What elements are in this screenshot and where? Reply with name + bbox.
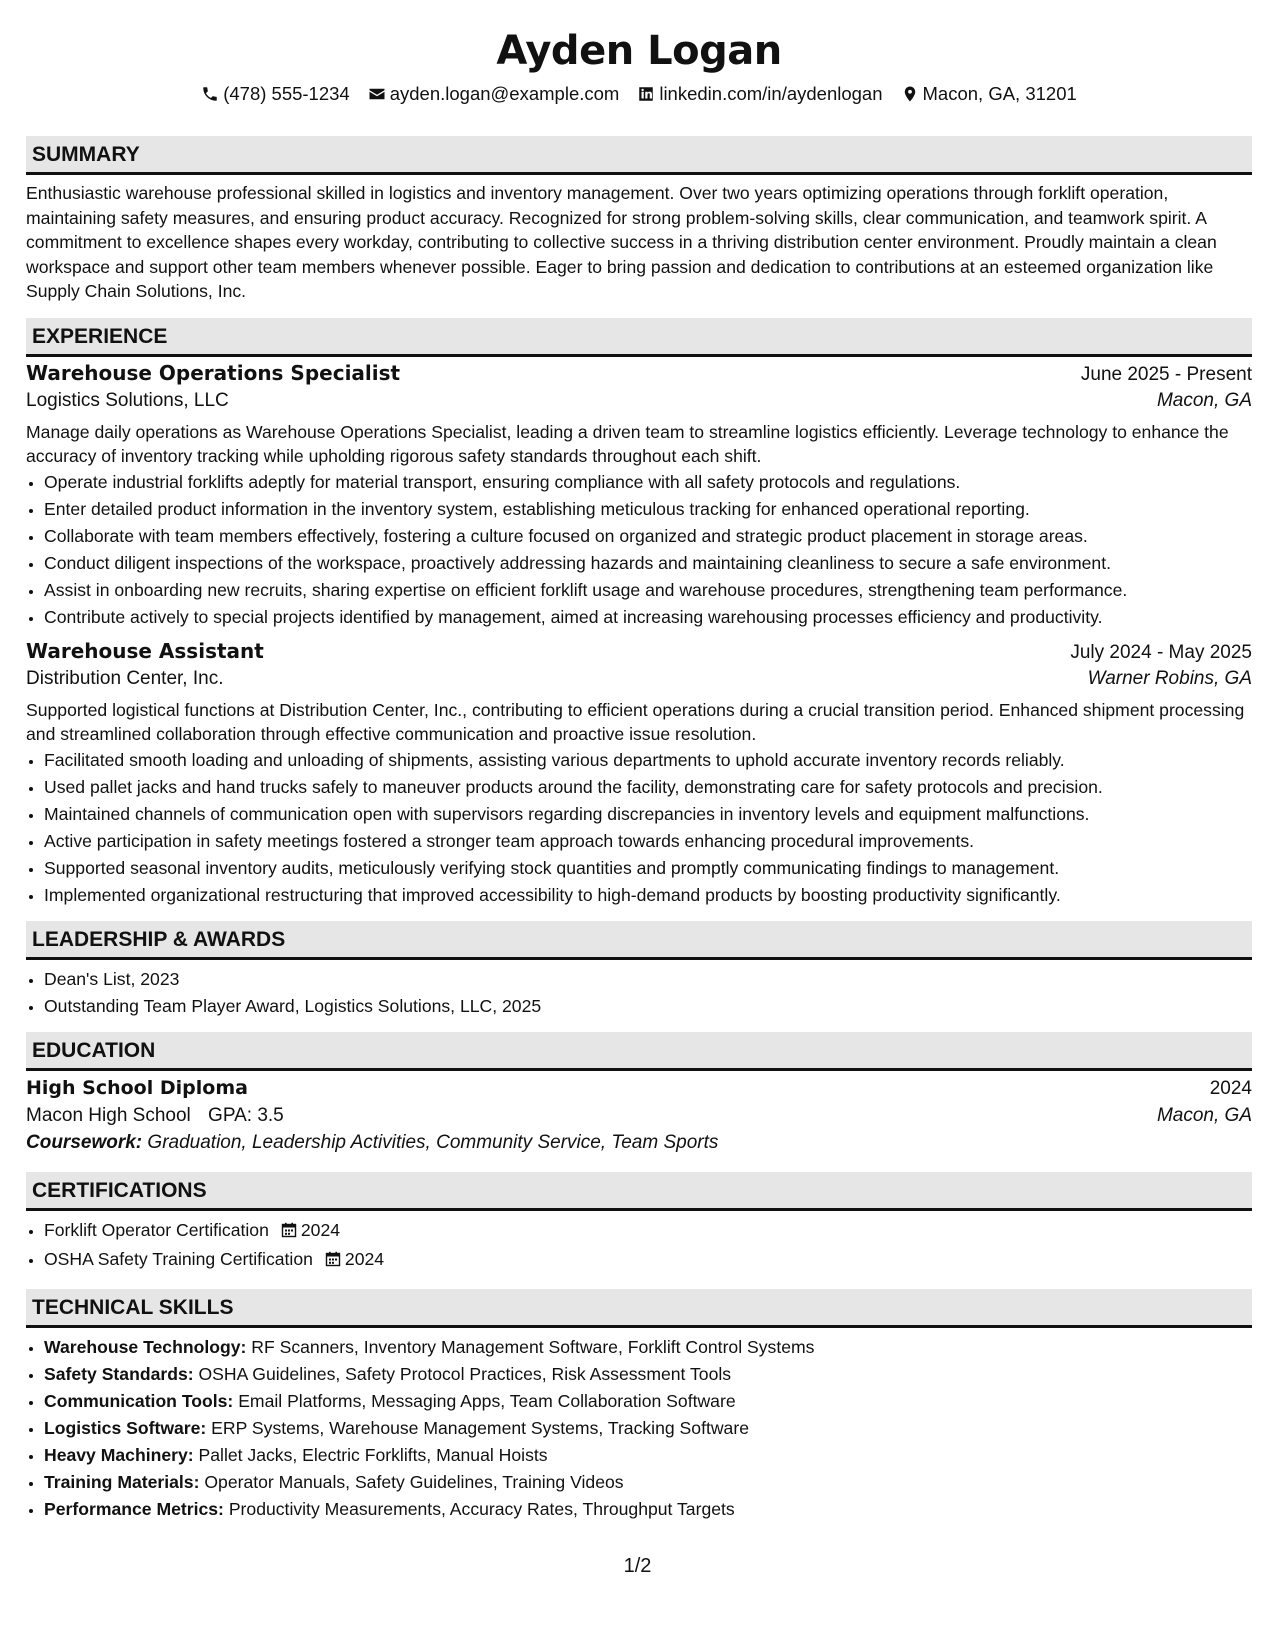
coursework: Graduation, Leadership Activities, Community Service, Team Sports xyxy=(147,1131,719,1153)
calendar-icon xyxy=(281,1222,297,1238)
contact-phone[interactable] xyxy=(201,82,350,106)
list-item: • Enter detailed product information in the inventory system, establishing meticulous tracking for enhanced operational reporting. xyxy=(44,496,1252,523)
list-item xyxy=(44,1361,1252,1388)
certification-name: OSHA Safety Training Certification xyxy=(44,1248,313,1269)
degree: High School Diploma xyxy=(26,1076,248,1099)
job-description: Manage daily operations as Warehouse Operations Specialist, leading a driven team to streamline logistics efficiently. Leverage technology to enhance the accuracy of inventory tracking while upholding rigorous safety standards throughout each shift. xyxy=(26,421,1229,466)
job-bullets xyxy=(26,747,1252,909)
location-pin-icon xyxy=(901,85,919,103)
skills-heading: TECHNICAL SKILLS xyxy=(26,1289,1252,1328)
list-item: • Maintained channels of communication open with supervisors regarding discrepancies in inventory levels and equipment malfunctions. xyxy=(44,801,1252,828)
skill-value: Pallet Jacks, Electric Forklifts, Manual Hoists xyxy=(198,1444,548,1465)
contact-line xyxy=(26,82,1252,106)
linkedin-text: linkedin.com/in/aydenlogan xyxy=(659,83,883,104)
company-name: Logistics Solutions, LLC xyxy=(26,389,229,411)
skill-label: Heavy Machinery: xyxy=(44,1444,194,1465)
contact-location xyxy=(901,82,1077,106)
job-bullets xyxy=(26,469,1252,631)
company-name: Distribution Center, Inc. xyxy=(26,667,224,689)
resume-page xyxy=(26,0,1252,1523)
education-location: Macon, GA xyxy=(1156,1104,1252,1126)
envelope-icon xyxy=(368,85,386,103)
skill-value: Operator Manuals, Safety Guidelines, Training Videos xyxy=(204,1471,624,1492)
list-item: • Outstanding Team Player Award, Logistics Solutions, LLC, 2025 xyxy=(44,993,1252,1020)
linkedin-icon xyxy=(637,85,655,103)
job-entry xyxy=(26,361,1252,631)
skill-value: OSHA Guidelines, Safety Protocol Practices, Risk Assessment Tools xyxy=(198,1363,732,1384)
education-entry xyxy=(26,1077,1252,1154)
phone-icon xyxy=(201,85,219,103)
list-item: • Implemented organizational restructuring that improved accessibility to high-demand products by boosting productivity significantly. xyxy=(44,882,1252,909)
summary-heading: SUMMARY xyxy=(26,136,1252,175)
education-year: 2024 xyxy=(1209,1077,1252,1099)
list-item xyxy=(44,1442,1252,1469)
skill-value: ERP Systems, Warehouse Management Systems, Tracking Software xyxy=(211,1417,749,1438)
calendar-icon xyxy=(325,1251,341,1267)
experience-heading: EXPERIENCE xyxy=(26,318,1252,357)
certifications-list xyxy=(26,1217,1252,1275)
candidate-name: Ayden Logan xyxy=(496,28,782,74)
list-item: • Collaborate with team members effectively, fostering a culture focused on organized and strategic product placement in storage areas. xyxy=(44,523,1252,550)
list-item xyxy=(44,1217,1252,1246)
job-dates: June 2025 - Present xyxy=(1080,363,1252,385)
list-item xyxy=(44,1388,1252,1415)
list-item xyxy=(44,1334,1252,1361)
list-item: • Used pallet jacks and hand trucks safely to maneuver products around the facility, demonstrating care for safety protocols and precision. xyxy=(44,774,1252,801)
phone-text: (478) 555-1234 xyxy=(223,83,350,104)
list-item: • Assist in onboarding new recruits, sharing expertise on efficient forklift usage and warehouse procedures, strengthening team performance. xyxy=(44,577,1252,604)
skill-label: Communication Tools: xyxy=(44,1390,234,1411)
education-heading: EDUCATION xyxy=(26,1032,1252,1071)
awards-list xyxy=(26,966,1252,1020)
school-name: Macon High School xyxy=(26,1104,191,1126)
list-item: • Contribute actively to special projects identified by management, aimed at increasing warehousing processes efficiency and productivity. xyxy=(44,604,1252,631)
contact-email[interactable] xyxy=(368,82,620,106)
skill-label: Logistics Software: xyxy=(44,1417,207,1438)
job-location: Warner Robins, GA xyxy=(1087,667,1252,689)
coursework-label: Coursework: xyxy=(26,1131,143,1153)
skill-value: RF Scanners, Inventory Management Software, Forklift Control Systems xyxy=(251,1336,815,1357)
email-text: ayden.logan@example.com xyxy=(389,83,620,104)
list-item: • Dean's List, 2023 xyxy=(44,966,1252,993)
job-title: Warehouse Operations Specialist xyxy=(26,360,401,385)
job-entry xyxy=(26,639,1252,909)
skill-label: Safety Standards: xyxy=(44,1363,194,1384)
summary-text: Enthusiastic warehouse professional skilled in logistics and inventory management. Over two years optimizing operations through forklift operation, maintaining safety measures, and ensuring product accuracy. Recognized for strong problem-solving skills, clear communication, and teamwork spirit. A commitment to excellence shapes every workday, contributing to collective success in a thriving distribution center environment. Proudly maintain a clean workspace and support other team members whenever possible. Eager to bring passion and dedication to contributions at an esteemed organization like Supply Chain Solutions, Inc. xyxy=(26,183,1217,301)
awards-heading: LEADERSHIP & AWARDS xyxy=(26,921,1252,960)
list-item: • Facilitated smooth loading and unloading of shipments, assisting various departments to uphold accurate inventory records reliably. xyxy=(44,747,1252,774)
certification-year: 2024 xyxy=(300,1219,341,1240)
page-number: 1/2 xyxy=(623,1555,652,1577)
skill-value: Email Platforms, Messaging Apps, Team Collaboration Software xyxy=(238,1390,736,1411)
list-item xyxy=(44,1246,1252,1275)
skill-label: Performance Metrics: xyxy=(44,1498,224,1519)
job-title: Warehouse Assistant xyxy=(26,638,264,663)
skill-label: Warehouse Technology: xyxy=(44,1336,247,1357)
certification-name: Forklift Operator Certification xyxy=(44,1219,269,1240)
list-item xyxy=(44,1469,1252,1496)
list-item: • Operate industrial forklifts adeptly for material transport, ensuring compliance with all safety protocols and regulations. xyxy=(44,469,1252,496)
list-item: • Supported seasonal inventory audits, meticulously verifying stock quantities and promptly communicating findings to management. xyxy=(44,855,1252,882)
job-location: Macon, GA xyxy=(1156,389,1252,411)
job-dates: July 2024 - May 2025 xyxy=(1070,641,1252,663)
skill-label: Training Materials: xyxy=(44,1471,200,1492)
contact-linkedin[interactable] xyxy=(637,82,882,106)
list-item: • Conduct diligent inspections of the workspace, proactively addressing hazards and maintaining cleanliness to secure a safe environment. xyxy=(44,550,1252,577)
job-description: Supported logistical functions at Distribution Center, Inc., contributing to efficient operations during a crucial transition period. Enhanced shipment processing and streamlined collaboration through effective communication and proactive issue resolution. xyxy=(26,699,1245,744)
list-item xyxy=(44,1415,1252,1442)
certification-year: 2024 xyxy=(344,1248,385,1269)
skills-list xyxy=(26,1334,1252,1523)
skill-value: Productivity Measurements, Accuracy Rates, Throughput Targets xyxy=(228,1498,735,1519)
list-item: • Active participation in safety meetings fostered a stronger team approach towards enhancing procedural improvements. xyxy=(44,828,1252,855)
certifications-heading: CERTIFICATIONS xyxy=(26,1172,1252,1211)
gpa: GPA: 3.5 xyxy=(208,1104,284,1126)
location-text: Macon, GA, 31201 xyxy=(922,83,1077,104)
list-item xyxy=(44,1496,1252,1523)
